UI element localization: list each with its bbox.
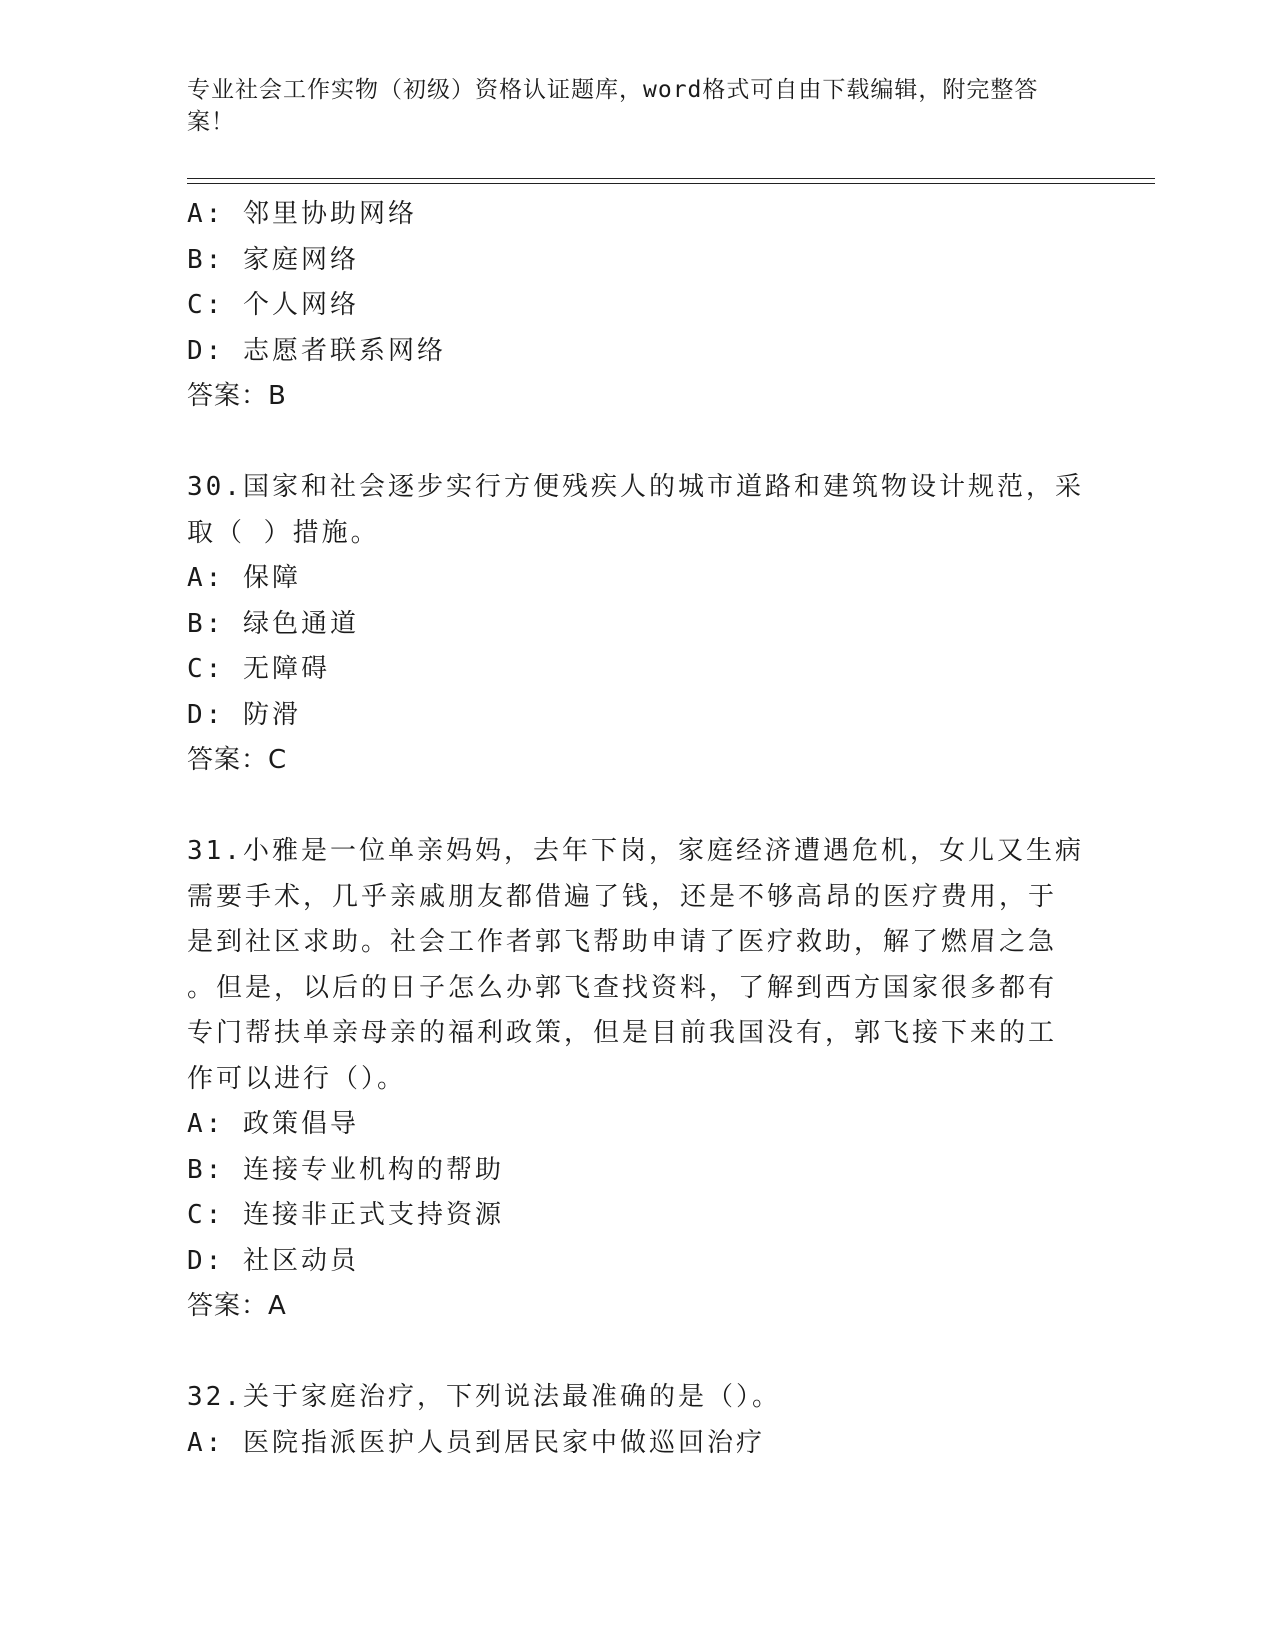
option-b: B: 家庭网络: [187, 244, 359, 275]
header-divider-top: [187, 178, 1155, 179]
option-c: C: 个人网络: [187, 290, 359, 320]
question-text-line: 30.国家和社会逐步实行方便残疾人的城市道路和建筑物设计规范，采: [187, 472, 1084, 502]
option-c: C: 连接非正式支持资源: [187, 1200, 504, 1230]
option-b: B: 连接专业机构的帮助: [187, 1154, 504, 1185]
option-c: C: 无障碍: [187, 654, 330, 684]
question-30-block: [187, 465, 1087, 784]
option-a: A: 政策倡导: [187, 1109, 359, 1139]
question-29-block: [187, 192, 1087, 420]
option-a: A: 保障: [187, 563, 301, 593]
header-line-1: 专业社会工作实物（初级）资格认证题库，word格式可自由下载编辑，附完整答: [187, 77, 1039, 103]
question-text-line: 32.关于家庭治疗，下列说法最准确的是（）。: [187, 1382, 781, 1412]
question-text-line: 需要手术，几乎亲戚朋友都借遍了钱，还是不够高昂的医疗费用，于: [187, 881, 1058, 912]
header-divider-bottom: [187, 183, 1155, 184]
header-line-2: 案！: [187, 109, 235, 135]
answer-line: 答案：C: [187, 745, 288, 775]
document-header: [187, 74, 1067, 138]
question-31-block: [187, 829, 1087, 1330]
option-a: A: 医院指派医护人员到居民家中做巡回治疗: [187, 1427, 765, 1458]
spacer: [187, 784, 1087, 830]
option-b: B: 绿色通道: [187, 608, 359, 639]
question-text-line: 。但是，以后的日子怎么办郭飞查找资料，了解到西方国家很多都有: [187, 972, 1058, 1003]
question-text-line: 专门帮扶单亲母亲的福利政策，但是目前我国没有，郭飞接下来的工: [187, 1018, 1058, 1048]
answer-line: 答案：B: [187, 381, 287, 411]
question-content: [187, 192, 1087, 1466]
question-text-line: 作可以进行（）。: [187, 1063, 407, 1094]
question-text-line: 31.小雅是一位单亲妈妈，去年下岗，家庭经济遭遇危机，女儿又生病: [187, 836, 1084, 866]
spacer: [187, 420, 1087, 466]
option-a: A: 邻里协助网络: [187, 199, 417, 229]
option-d: D: 社区动员: [187, 1245, 359, 1276]
question-32-block: [187, 1375, 1087, 1466]
question-text-line: 是到社区求助。社会工作者郭飞帮助申请了医疗救助，解了燃眉之急: [187, 927, 1058, 957]
option-d: D: 志愿者联系网络: [187, 335, 446, 366]
answer-line: 答案：A: [187, 1291, 287, 1321]
option-d: D: 防滑: [187, 699, 301, 730]
spacer: [187, 1330, 1087, 1376]
question-text-line: 取（ ）措施。: [187, 517, 380, 548]
